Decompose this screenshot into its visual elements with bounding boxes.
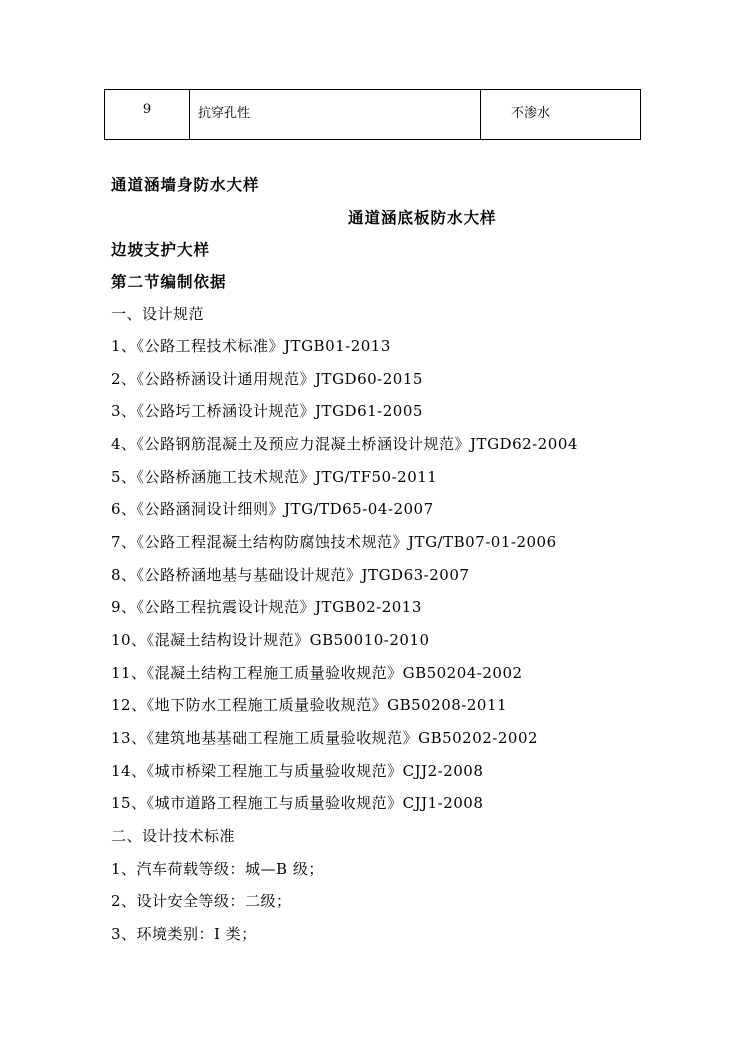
standard-item: 1、汽车荷载等级：城—B 级；: [111, 860, 324, 878]
spec-item: 10、《混凝土结构设计规范》GB50010-2010: [111, 631, 430, 649]
spec-item: 3、《公路圬工桥涵设计规范》JTGD61-2005: [111, 402, 423, 420]
spec-item: 4、《公路钢筋混凝土及预应力混凝土桥涵设计规范》JTGD62-2004: [111, 435, 578, 453]
spec-item: 1、《公路工程技术标准》JTGB01-2013: [111, 337, 391, 355]
specs-title: 一、设计规范: [111, 305, 205, 323]
spec-item: 9、《公路工程抗震设计规范》JTGB02-2013: [111, 598, 422, 616]
standard-item: 3、环境类别：I 类；: [111, 925, 257, 943]
spec-item: 12、《地下防水工程施工质量验收规范》GB50208-2011: [111, 696, 508, 714]
heading-section-two: 第二节编制依据: [111, 272, 227, 291]
standard-item: 2、设计安全等级：二级；: [111, 892, 292, 910]
row-value-cell: 不渗水: [481, 90, 641, 140]
row-index-cell: 9: [105, 90, 190, 140]
standards-title: 二、设计技术标准: [111, 827, 236, 845]
row-item-cell: 抗穿孔性: [190, 90, 481, 140]
heading-wall-detail: 通道涵墙身防水大样: [111, 175, 260, 194]
spec-item: 7、《公路工程混凝土结构防腐蚀技术规范》JTG/TB07-01-2006: [111, 533, 557, 551]
spec-item: 6、《公路涵洞设计细则》JTG/TD65-04-2007: [111, 500, 434, 518]
spec-item: 15、《城市道路工程施工与质量验收规范》CJJ1-2008: [111, 794, 484, 812]
spec-item: 14、《城市桥梁工程施工与质量验收规范》CJJ2-2008: [111, 762, 484, 780]
spec-table: [104, 89, 641, 140]
spec-item: 5、《公路桥涵施工技术规范》JTG/TF50-2011: [111, 468, 438, 486]
heading-bottom-detail: 通道涵底板防水大样: [348, 208, 497, 227]
heading-slope-detail: 边坡支护大样: [111, 240, 211, 259]
spec-item: 13、《建筑地基基础工程施工质量验收规范》GB50202-2002: [111, 729, 539, 747]
spec-item: 2、《公路桥涵设计通用规范》JTGD60-2015: [111, 370, 423, 388]
spec-item: 11、《混凝土结构工程施工质量验收规范》GB50204-2002: [111, 664, 523, 682]
spec-item: 8、《公路桥涵地基与基础设计规范》JTGD63-2007: [111, 566, 470, 584]
table-row: [105, 90, 641, 140]
